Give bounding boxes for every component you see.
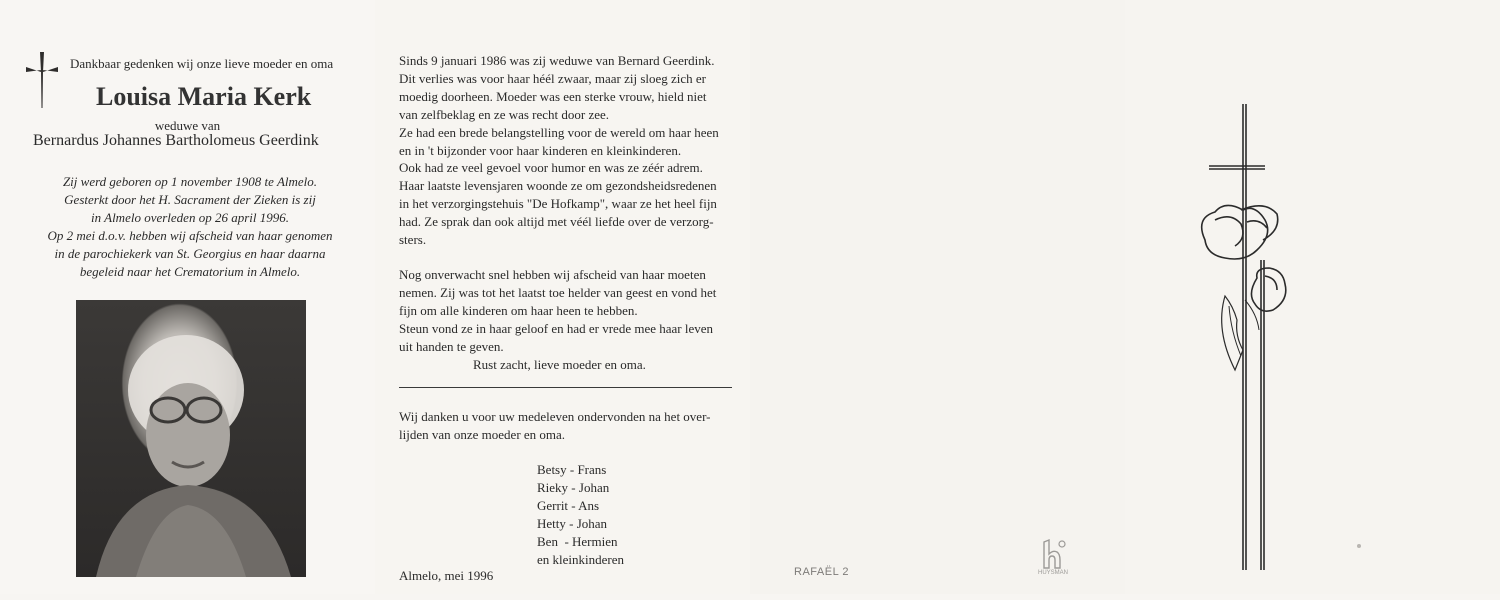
card-front-cover-panel xyxy=(1125,0,1500,594)
cross-icon xyxy=(22,50,62,110)
detail-line: in Almelo overleden op 26 april 1996. xyxy=(91,209,289,225)
detail-line: in de parochiekerk van St. Georgius en haar daarna xyxy=(54,245,326,261)
family-member: en kleinkinderen xyxy=(537,551,624,567)
text-line: Ze had een brede belangstelling voor de wereld om haar heen xyxy=(399,124,719,140)
family-member: Ben - Hermien xyxy=(537,533,618,549)
text-line: had. Ze sprak dan ook altijd met véél liefde over de verzorg- xyxy=(399,214,714,230)
rest-in-peace-text: Rust zacht, lieve moeder en oma. xyxy=(473,357,646,372)
detail-line: begeleid naar het Crematorium in Almelo. xyxy=(79,263,301,279)
place-date: Almelo, mei 1996 xyxy=(399,568,494,583)
intro-text: Dankbaar gedenken wij onze lieve moeder en oma xyxy=(70,56,334,71)
text-line: fijn om alle kinderen om haar heen te hebben. xyxy=(399,302,638,318)
text-line: moedig doorheen. Moeder was een sterke vrouw, hield niet xyxy=(399,88,707,104)
family-member: Rieky - Johan xyxy=(537,479,610,495)
paragraph-2 xyxy=(399,266,716,356)
text-line: van zelfbeklag en ze was recht door zee. xyxy=(399,106,610,122)
text-line: lijden van onze moeder en oma. xyxy=(399,426,566,442)
card-model-label: RAFAËL 2 xyxy=(794,566,849,578)
family-list xyxy=(537,461,624,568)
thanks-text xyxy=(399,408,710,444)
detail-line: Op 2 mei d.o.v. hebben wij afscheid van haar genomen xyxy=(47,227,333,243)
family-member: Gerrit - Ans xyxy=(537,497,600,513)
text-line: Sinds 9 januari 1986 was zij weduwe van Bernard Geerdink. xyxy=(399,53,715,68)
paragraph-1 xyxy=(399,52,719,249)
text-line: Wij danken u voor uw medeleven ondervonden na het over- xyxy=(399,409,711,424)
text-line: Ook had ze veel gevoel voor humor en was ze zéér adrem. xyxy=(399,160,703,176)
detail-line: Gesterkt door het H. Sacrament der Zieken is zij xyxy=(64,191,316,207)
paper-speck xyxy=(1357,544,1361,548)
text-line: sters. xyxy=(399,232,427,248)
deceased-name: Louisa Maria Kerk xyxy=(96,82,312,111)
detail-line: Zij werd geboren op 1 november 1908 te Almelo. xyxy=(62,174,318,189)
cross-with-roses-illustration xyxy=(1185,100,1325,600)
card-inside-text-panel xyxy=(375,0,750,594)
family-member: Betsy - Frans xyxy=(537,462,607,477)
text-line: Steun vond ze in haar geloof en had er vrede mee haar leven xyxy=(399,320,714,336)
text-line: Nog onverwacht snel hebben wij afscheid van haar moeten xyxy=(399,267,706,282)
divider xyxy=(399,387,732,388)
family-member: Hetty - Johan xyxy=(537,515,608,531)
text-line: in het verzorgingstehuis "De Hofkamp", waar ze het heel fijn xyxy=(399,196,717,212)
widow-of-text: weduwe van xyxy=(154,118,221,133)
card-front-left-panel xyxy=(0,0,375,594)
text-line: Dit verlies was voor haar héél zwaar, maar zij sloeg zich er xyxy=(399,70,707,86)
text-line: en in 't bijzonder voor haar kinderen en kleinkinderen. xyxy=(399,142,682,158)
text-line: uit handen te geven. xyxy=(399,338,504,354)
card-back-panel xyxy=(750,0,1125,594)
life-details xyxy=(20,173,360,280)
text-line: nemen. Zij was tot het laatst toe helder van geest en vond het xyxy=(399,284,717,300)
publisher-logo-text: HUYSMAN xyxy=(1038,570,1069,576)
text-line: Haar laatste levensjaren woonde ze om gezondsheidsredenen xyxy=(399,178,717,194)
portrait-photo xyxy=(76,300,306,577)
husband-name: Bernardus Johannes Bartholomeus Geerdink xyxy=(33,132,319,149)
publisher-logo xyxy=(1038,538,1068,582)
